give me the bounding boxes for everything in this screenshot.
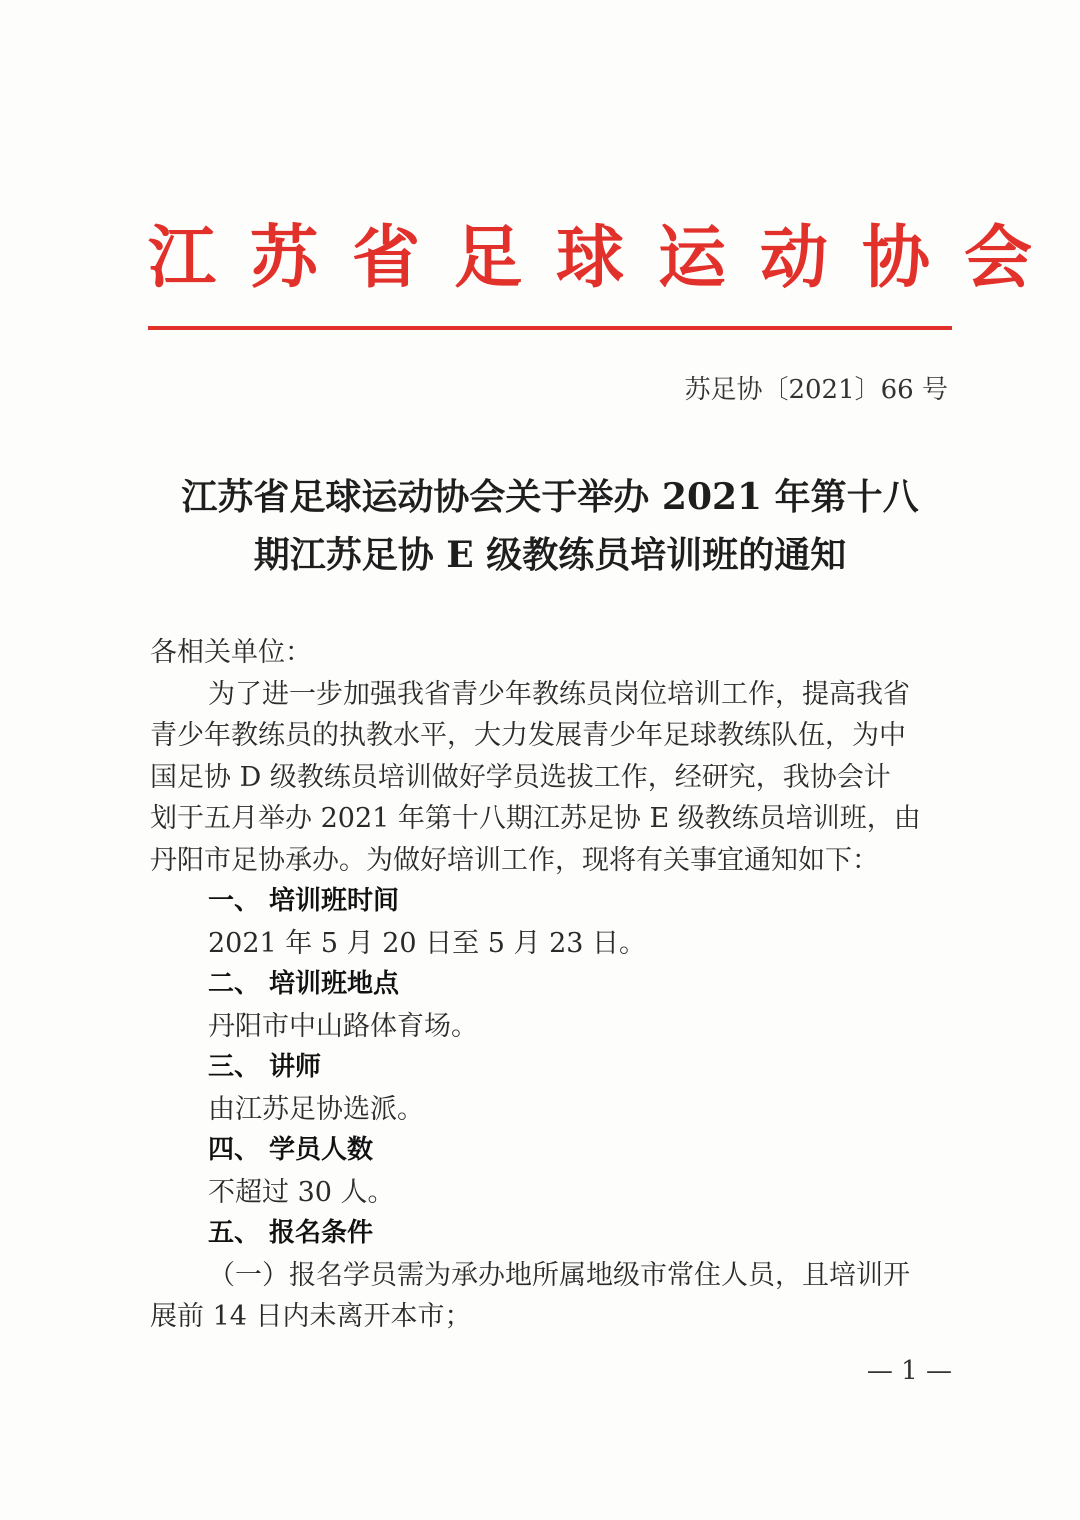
document-body	[150, 632, 950, 1338]
intro-line-4: 划于五月举办 2021 年第十八期江苏足协 E 级教练员培训班，由	[150, 803, 921, 834]
section-heading-lecturer: 三、 讲师	[208, 1052, 322, 1082]
condition-line-2: 展前 14 日内未离开本市；	[150, 1301, 472, 1332]
page-number: — 1 —	[866, 1356, 952, 1386]
section-heading-requirements: 五、 报名条件	[208, 1218, 374, 1248]
document-title	[140, 468, 960, 584]
condition-line-1: （一）报名学员需为承办地所属地级市常住人员，且培训开	[208, 1259, 910, 1291]
intro-line-2: 青少年教练员的执教水平，大力发展青少年足球教练队伍，为中	[150, 720, 906, 751]
section-heading-time: 一、 培训班时间	[208, 886, 400, 916]
section-text-lecturer: 由江苏足协选派。	[208, 1093, 424, 1125]
organization-letterhead: 江苏省足球运动协会	[148, 218, 1067, 298]
section-text-enrollment: 不超过 30 人。	[208, 1176, 395, 1208]
section-heading-location: 二、 培训班地点	[208, 969, 400, 999]
title-line-1: 江苏省足球运动协会关于举办 2021 年第十八	[181, 476, 919, 518]
document-number: 苏足协〔2021〕66 号	[684, 375, 948, 405]
section-text-location: 丹阳市中山路体育场。	[208, 1010, 478, 1042]
intro-line-3: 国足协 D 级教练员培训做好学员选拔工作，经研究，我协会计	[150, 761, 891, 793]
section-heading-enrollment: 四、 学员人数	[208, 1135, 374, 1165]
title-line-2: 期江苏足协 E 级教练员培训班的通知	[253, 534, 847, 576]
intro-line-1: 为了进一步加强我省青少年教练员岗位培训工作，提高我省	[208, 678, 910, 710]
salutation: 各相关单位：	[150, 637, 312, 668]
letterhead-red-rule	[148, 326, 952, 330]
intro-line-5: 丹阳市足协承办。为做好培训工作，现将有关事宜通知如下：	[150, 844, 879, 876]
section-text-time: 2021 年 5 月 20 日至 5 月 23 日。	[208, 927, 647, 959]
